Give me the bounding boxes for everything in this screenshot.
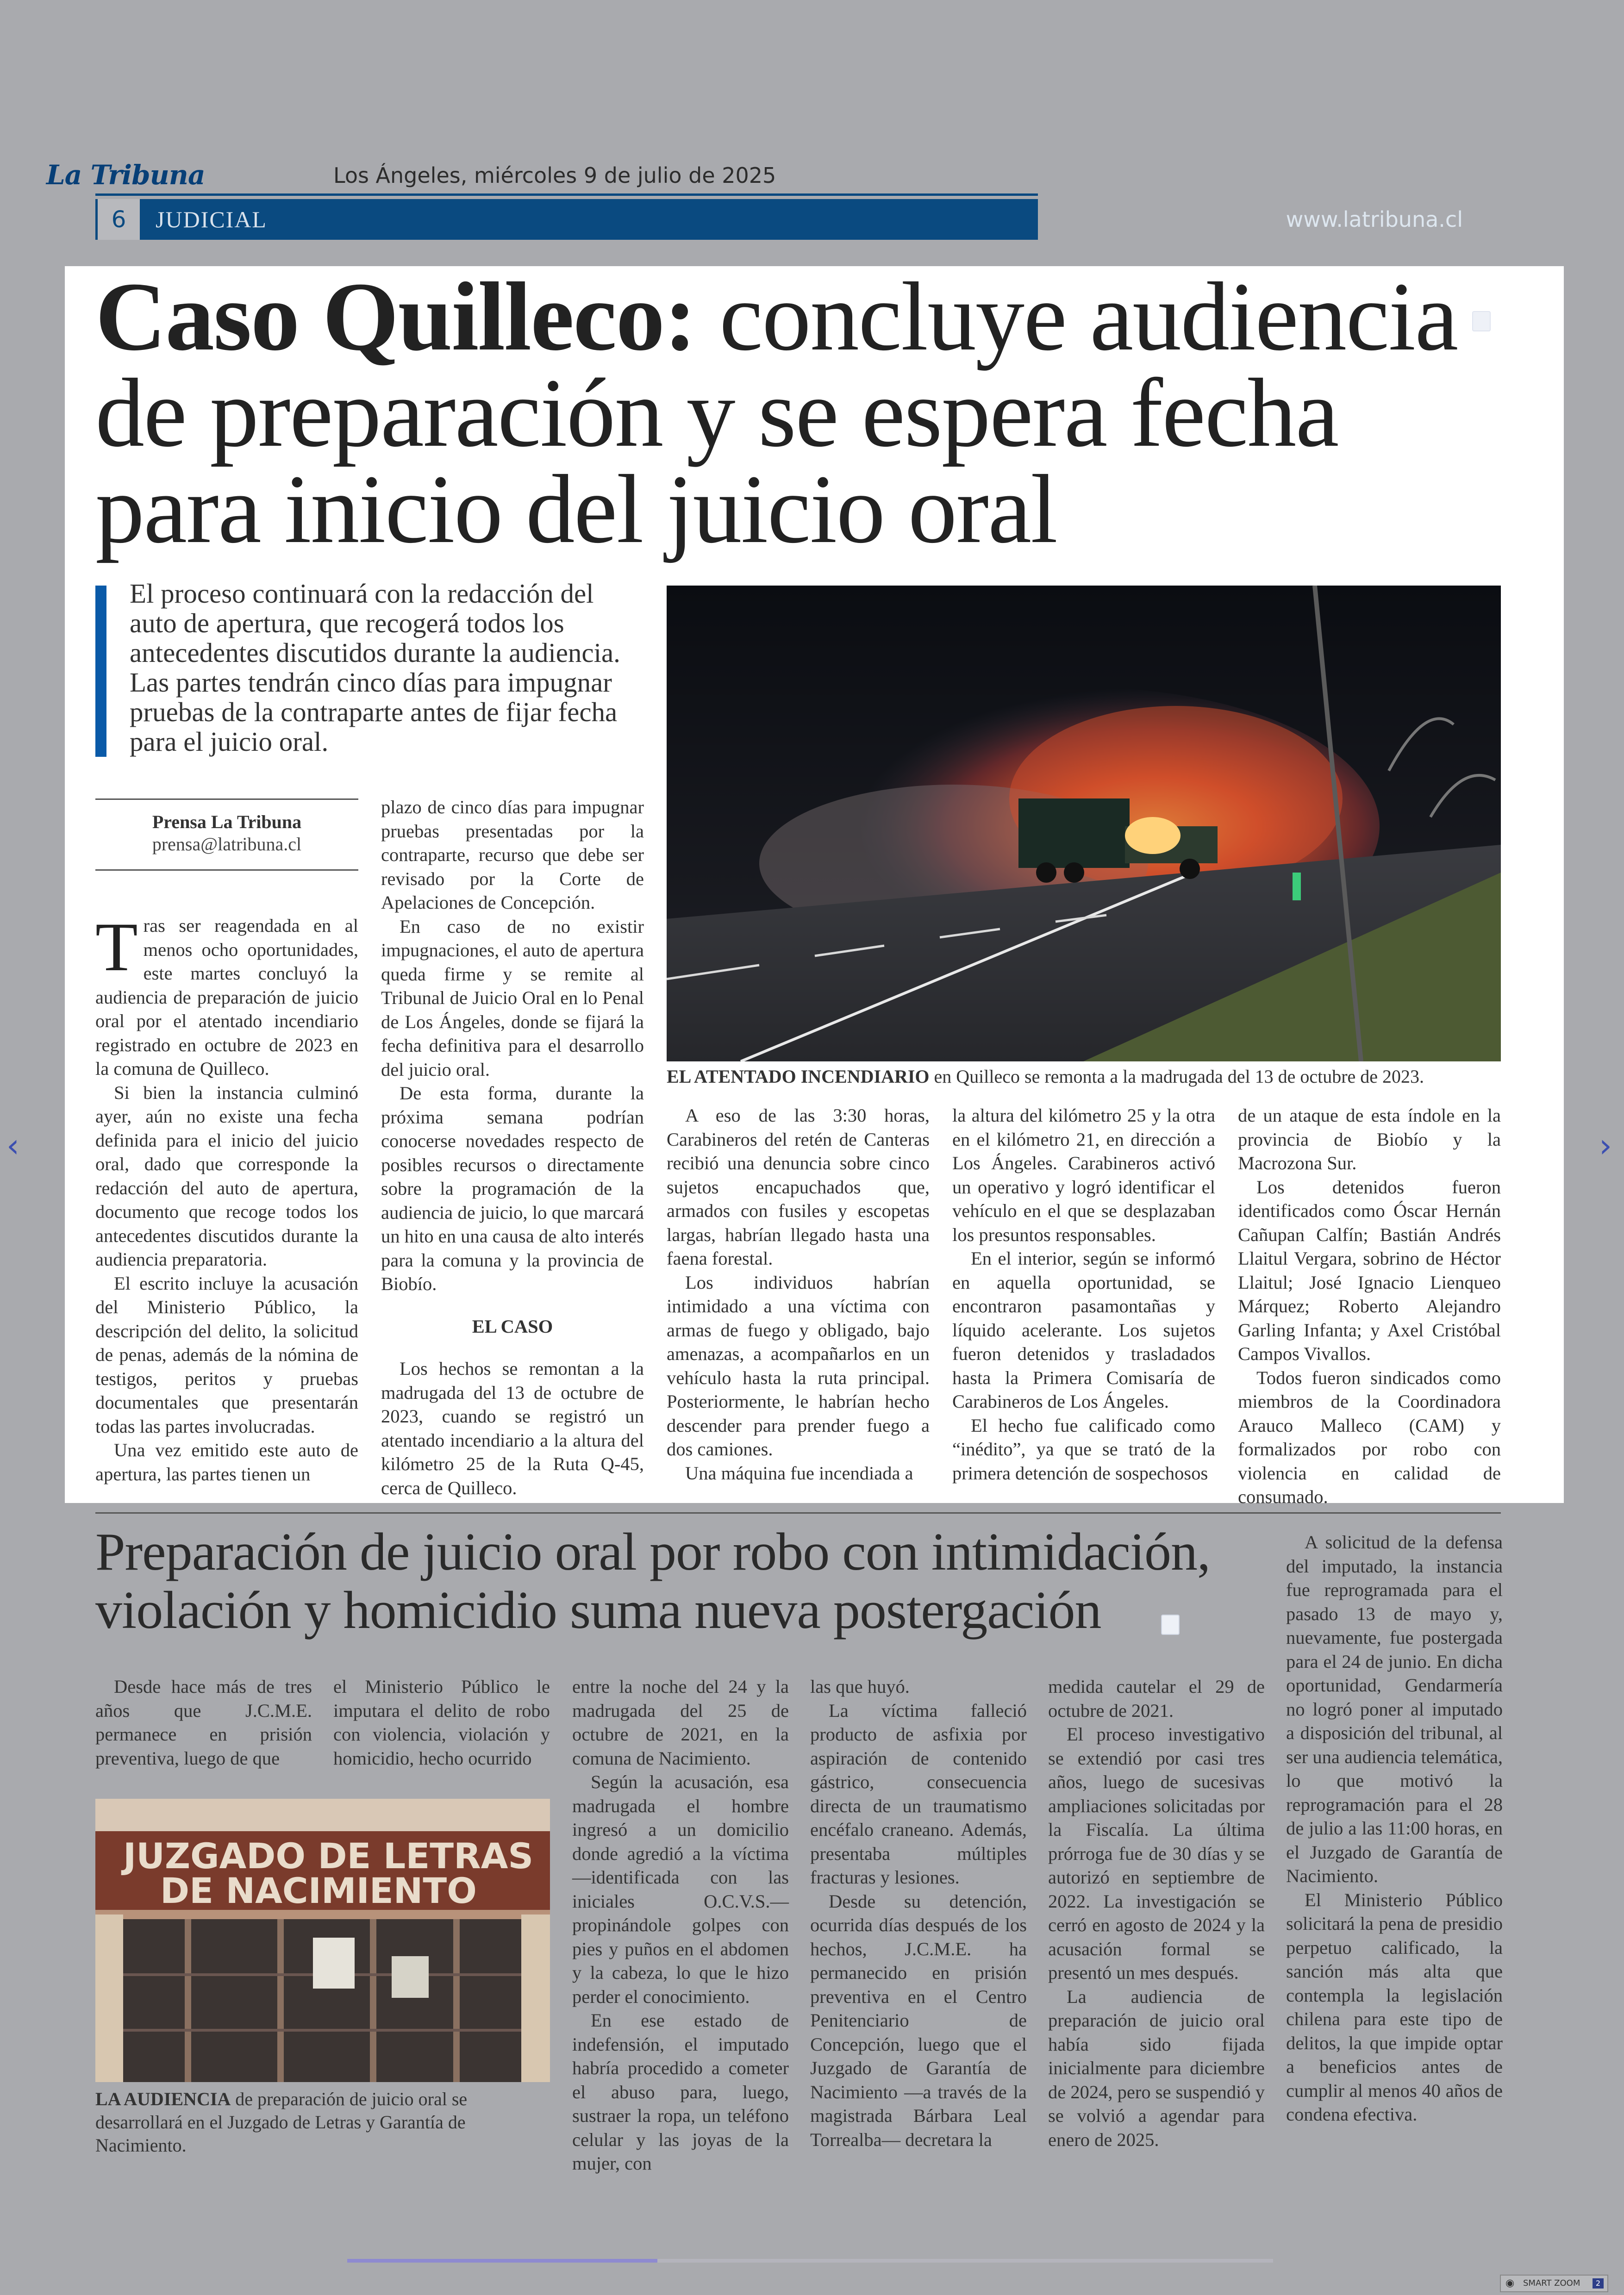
paragraph: Según la acusación, esa madrugada el hombre ingresó a un domicilio donde agredió a la víctima —identificada con las iniciales O.C.V.S.— propinándole golpes con pies y puños en el abdomen y la cabeza, lo que le hizo perder el conocimiento.: [572, 1771, 789, 2007]
article-lead: El proceso continuará con la redacción del auto de apertura, que recogerá todos los antecedentes discutidos durante la audiencia. Las partes tendrán cinco días para impugnar pruebas de la contraparte antes de fijar fecha para el juicio oral.: [130, 578, 620, 757]
paragraph: A eso de las 3:30 horas, Carabineros del retén de Canteras recibió una denuncia sobre cinco sujetos encapuchados que, armados con fusiles y escopetas largas, habrían llegado hasta una faena forestal.: [667, 1105, 930, 1269]
body-column-2: [381, 795, 644, 1500]
section-label: JUDICIAL: [156, 206, 267, 232]
subheading: EL CASO: [472, 1316, 553, 1337]
fire-photo: [667, 586, 1501, 1061]
smart-zoom-button[interactable]: [1500, 2275, 1608, 2292]
page-number: 6: [95, 199, 140, 240]
lead-accent-bar: [95, 586, 106, 757]
caption-rest: en Quilleco se remonta a la madrugada del 13 de octubre de 2023.: [929, 1066, 1424, 1087]
paragraph: Una máquina fue incendiada a: [685, 1462, 913, 1484]
paragraph: entre la noche del 24 y la madrugada del 25 de octubre de 2021, en la comuna de Nacimiento.: [572, 1676, 789, 1769]
headline-bold: Caso Quilleco:: [95, 262, 696, 371]
caption-bold: EL ATENTADO INCENDIARIO: [667, 1066, 930, 1087]
photo2-caption: [95, 2088, 512, 2157]
byline-name: Prensa La Tribuna: [152, 811, 302, 832]
dateline: Los Ángeles, miércoles 9 de julio de 2025: [333, 163, 776, 188]
article2-headline: Preparación de juicio oral por robo con intimidación, violación y homicidio suma nueva postergación: [95, 1522, 1211, 1640]
byline-rule-bottom: [95, 869, 358, 871]
note-icon[interactable]: [1472, 311, 1491, 331]
paragraph: la altura del kilómetro 25 y la otra en el kilómetro 21, en dirección a Los Ángeles. Carabineros activó un operativo y logró identificar el vehículo en el que se desplazaban los presuntos responsables.: [952, 1105, 1215, 1245]
paragraph: En el interior, según se informó en aquella oportunidad, se encontraron pasamontañas y líquido acelerante. Los sujetos fueron detenidos y trasladados hasta la Primera Comisaría de Carabineros de Los Ángeles.: [952, 1248, 1215, 1412]
headline-rest: concluye audiencia de preparación y se espera fecha para inicio del juicio oral: [95, 262, 1458, 563]
paragraph: medida cautelar el 29 de octubre de 2021.: [1048, 1676, 1265, 1721]
body-column-3: [667, 1104, 930, 1485]
note-icon[interactable]: [1161, 1615, 1180, 1635]
newspaper-logo: La Tribuna: [46, 159, 205, 191]
paragraph: Desde su detención, ocurrida días después de los hechos, J.C.M.E. ha permanecido en prisión preventiva en el Centro Penitenciario de Concepción, luego que el Juzgado de Garantía de Nacimiento —a través de la magistrada Bárbara Leal Torrealba— decretara la: [810, 1890, 1027, 2150]
paragraph: plazo de cinco días para impugnar pruebas presentadas por la contraparte, recurso que debe ser revisado por la Corte de Apelaciones de Concepción.: [381, 797, 644, 913]
paragraph: La víctima falleció producto de asfixia por aspiración de contenido gástrico, consecuencia directa de un traumatismo encéfalo craneano. Además, presentaba múltiples fracturas y lesiones.: [810, 1700, 1027, 1888]
sign-line-1: JUZGADO DE LETRAS: [123, 1835, 534, 1877]
paragraph: El escrito incluye la acusación del Ministerio Público, la descripción del delito, la solicitud de penas, además de la nómina de testigos, peritos y pruebas documentales que presentarán todas las partes involucradas.: [95, 1272, 358, 1437]
paragraph: Una vez emitido este auto de apertura, las partes tienen un: [95, 1440, 358, 1484]
paragraph: A solicitud de la defensa del imputado, la instancia fue reprogramada para el pasado 13 de mayo y, nuevamente, fue postergada para el 24 de junio. En dicha oportunidad, Gendarmería no logró poner al imputado a disposición del tribunal, al ser una audiencia telemática, lo que motivó la reprogramación para el 28 de julio a las 11:00 horas, en el Juzgado de Garantía de Nacimiento.: [1286, 1532, 1503, 1886]
byline-rule-top: [95, 798, 358, 800]
paragraph: El Ministerio Público solicitará la pena de presidio perpetuo calificado, la sanción más alta que contempla la legislación chilena para este tipo de delitos, la que impide optar a beneficios antes de cumplir al menos 40 años de condena efectiva.: [1286, 1889, 1503, 2125]
article-headline: [95, 262, 1484, 563]
smart-zoom-badge: 2: [1593, 2278, 1604, 2289]
courthouse-photo: [95, 1799, 550, 2082]
paragraph: ras ser reagendada en al menos ocho oportunidades, este martes concluyó la audiencia de preparación de juicio oral por el atentado incendiario registrado en octubre de 2023 en la comuna de Quilleco.: [95, 915, 358, 1079]
website-url: www.latribuna.cl: [1286, 207, 1463, 232]
paragraph: El proceso investigativo se extendió por casi tres años, luego de sucesivas ampliaciones solicitadas por la Fiscalía. La última prórroga fue de 30 días y se autorizó en septiembre de 2022. La investigación se cerró en agosto de 2024 y la acusación formal se presentó un mes después.: [1048, 1724, 1265, 1983]
paragraph: las que huyó.: [810, 1676, 910, 1697]
article2-column-5: [1048, 1675, 1265, 2152]
caption-bold: LA AUDIENCIA: [95, 2089, 231, 2109]
paragraph: Los detenidos fueron identificados como Óscar Hernán Cañupan Calfín; Bastián Andrés Llaitul Vergara, sobrino de Héctor Llaitul; José Ignacio Lienqueo Márquez; Roberto Alejandro Garling Infanta; y Axel Cristóbal Campos Vivallos.: [1238, 1176, 1501, 1364]
byline-email: prensa@latribuna.cl: [152, 834, 302, 854]
paragraph: De esta forma, durante la próxima semana podrían conocerse novedades respecto de posibles recursos o directamente sobre la programación de la audiencia de juicio, lo que marcará un hito en una causa de alto interés para la comuna y la provincia de Biobío.: [381, 1083, 644, 1294]
article2-column-2: [333, 1675, 550, 1770]
next-page-icon[interactable]: ›: [1599, 1127, 1612, 1165]
body-column-5: [1238, 1104, 1501, 1509]
paragraph: Los individuos habrían intimidado a una víctima con armas de fuego y obligado, bajo amenazas, a acompañarlos en un vehículo hasta la ruta principal. Posteriormente, le habrían hecho descender para prender fuego a dos camiones.: [667, 1272, 930, 1459]
paragraph: Desde hace más de tres años que J.C.M.E. permanece en prisión preventiva, luego de que: [95, 1676, 312, 1769]
paragraph: Si bien la instancia culminó ayer, aún no existe una fecha definida para el inicio del juicio oral, dado que corresponde la redacción del auto de apertura, documento que recoge todos los antecedentes discutidos durante la audiencia preparatoria.: [95, 1082, 358, 1270]
paragraph: Todos fueron sindicados como miembros de la Coordinadora Arauco Malleco (CAM) y formalizados por robo con violencia en calidad de consumado.: [1238, 1367, 1501, 1507]
photo-caption: [667, 1066, 1505, 1088]
article2-column-4: [810, 1675, 1027, 2152]
previous-page-icon[interactable]: ‹: [6, 1127, 19, 1165]
article2-column-6: [1286, 1530, 1503, 2127]
drop-cap: T: [95, 909, 138, 985]
paragraph: de un ataque de esta índole en la provincia de Biobío y la Macrozona Sur.: [1238, 1105, 1501, 1173]
masthead-rule: [95, 193, 1038, 196]
paragraph: Los hechos se remontan a la madrugada del 13 de octubre de 2023, cuando se registró un atentado incendiario a la altura del kilómetro 25 de la Ruta Q-45, cerca de Quilleco.: [381, 1358, 644, 1498]
article2-column-3: [572, 1675, 789, 2176]
caption-rest: de preparación de juicio oral se desarrollará en el Juzgado de Letras y Garantía de Nacimiento.: [95, 2089, 468, 2156]
paragraph: La audiencia de preparación de juicio oral había sido fijada inicialmente para diciembre de 2024, pero se suspendió y se volvió a agendar para enero de 2025.: [1048, 1986, 1265, 2150]
paragraph: el Ministerio Público le imputara el delito de robo con violencia, violación y homicidio, hecho ocurrido: [333, 1676, 550, 1769]
paragraph: En caso de no existir impugnaciones, el auto de apertura queda firme y se remite al Tribunal de Juicio Oral en lo Penal de Los Ángeles, donde se fijará la fecha definitiva para el desarrollo del juicio oral.: [381, 916, 644, 1080]
body-column-1: [95, 909, 358, 1486]
article-separator: [95, 1512, 1501, 1514]
page-progress-fill: [347, 2259, 657, 2263]
eye-icon: ◉: [1505, 2277, 1515, 2289]
sign-line-2: DE NACIMIENTO: [160, 1870, 477, 1911]
smart-zoom-label: SMART ZOOM: [1523, 2278, 1580, 2288]
paragraph: En ese estado de indefensión, el imputado habría procedido a cometer el abuso para, luego, sustraer la ropa, un teléfono celular y las joyas de la mujer, con: [572, 2010, 789, 2174]
article2-column-1: [95, 1675, 312, 1770]
body-column-4: [952, 1104, 1215, 1485]
paragraph: El hecho fue calificado como “inédito”, ya que se trató de la primera detención de sospechosos: [952, 1415, 1215, 1484]
